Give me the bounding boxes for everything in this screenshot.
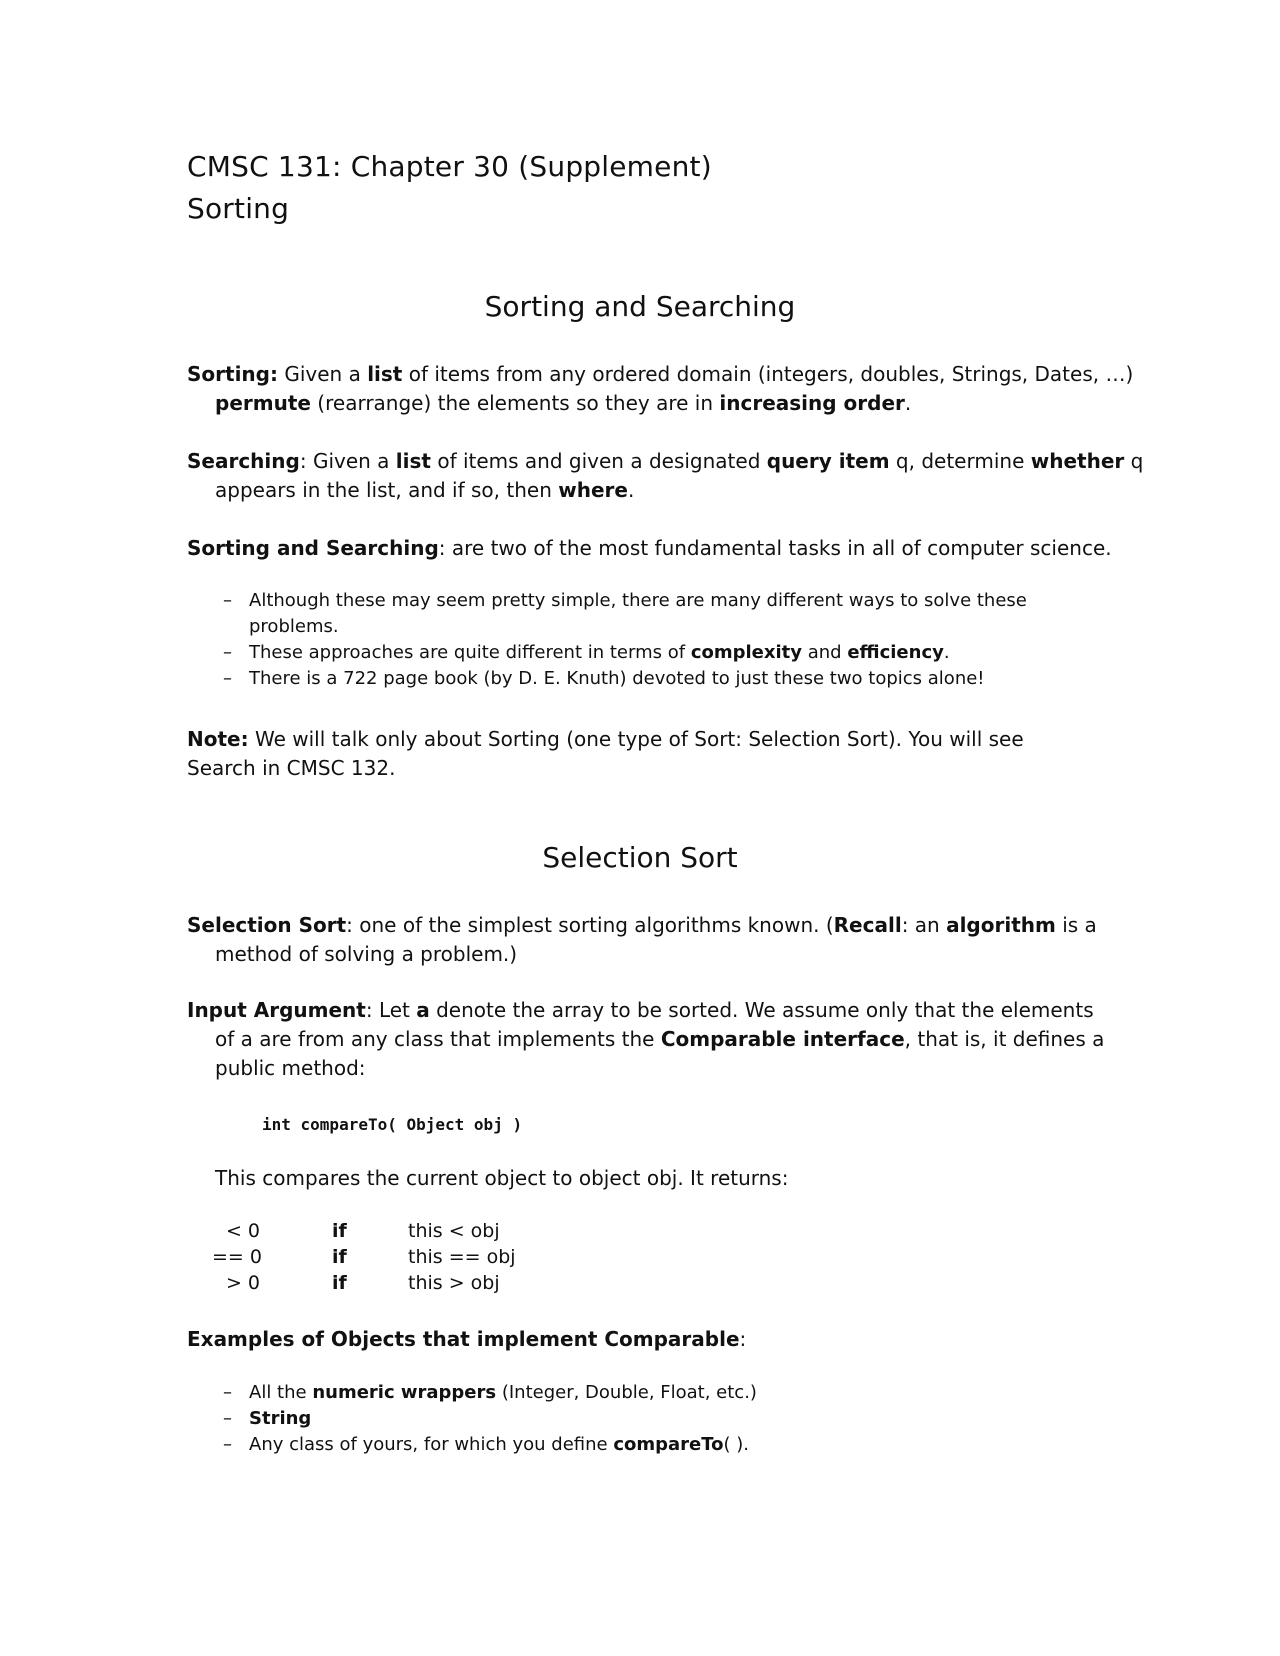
table-row: > 0 if this > obj [225, 1272, 500, 1294]
list-item: – Any class of yours, for which you define compareTo( ). [223, 1434, 750, 1455]
document-title-line2: Sorting [187, 192, 290, 225]
selection-sort-definition: Selection Sort: one of the simplest sorting algorithms known. (Recall: an algorithm is a method of solving a problem.) [187, 913, 1097, 966]
searching-def-line1: Searching: Given a list of items and given a designated query item q, determine whether q [187, 449, 1144, 473]
searching-definition [187, 447, 1143, 505]
sorting-definition [187, 360, 1133, 418]
sorting-term: Sorting: [187, 362, 278, 386]
searching-term: Searching [187, 449, 300, 473]
note-term: Note: [187, 727, 249, 751]
document-title-line1: CMSC 131: Chapter 30 (Supplement) [187, 150, 712, 183]
examples-bullet-list [223, 1380, 757, 1458]
input-argument-term: Input Argument [187, 998, 366, 1022]
sorting-def-line2: permute (rearrange) the elements so they are in increasing order. [215, 391, 912, 415]
table-row: == 0 if this == obj [212, 1246, 516, 1268]
return-values-table [212, 1218, 516, 1296]
list-item: – String [223, 1408, 312, 1429]
list-item: – There is a 722 page book (by D. E. Knuth) devoted to just these two topics alone! [223, 668, 985, 689]
examples-heading: Examples of Objects that implement Comparable: [187, 1327, 747, 1351]
section-heading-selection-sort: Selection Sort [542, 841, 738, 874]
complexity-bullet-list [223, 588, 1027, 692]
note-paragraph: Note: We will talk only about Sorting (one type of Sort: Selection Sort). You will see Search in CMSC 132. [187, 727, 1024, 780]
sorting-def-line1: Sorting: Given a list of items from any ordered domain (integers, doubles, Strings, Dates, …) [187, 362, 1134, 386]
searching-def-line2: appears in the list, and if so, then where. [215, 478, 635, 502]
sorting-and-searching-statement: Sorting and Searching: are two of the most fundamental tasks in all of computer science. [187, 536, 1112, 560]
table-row: < 0 if this < obj [225, 1220, 500, 1242]
list-item: – These approaches are quite different in terms of complexity and efficiency. [223, 642, 950, 663]
list-item: – Although these may seem pretty simple, there are many different ways to solve these problems. [223, 590, 1027, 637]
list-item: – All the numeric wrappers (Integer, Double, Float, etc.) [223, 1382, 757, 1403]
input-argument-paragraph: Input Argument: Let a denote the array to be sorted. We assume only that the elements of a are from any class that implements the Comparable interface, that is, it defines a public method: [187, 998, 1105, 1080]
section-heading-sorting-searching: Sorting and Searching [484, 290, 796, 323]
compare-to-signature: int compareTo( Object obj ) [262, 1115, 523, 1134]
sorting-and-searching-term: Sorting and Searching [187, 536, 439, 560]
selection-sort-term: Selection Sort [187, 913, 347, 937]
compares-description: This compares the current object to object obj. It returns: [215, 1166, 789, 1190]
